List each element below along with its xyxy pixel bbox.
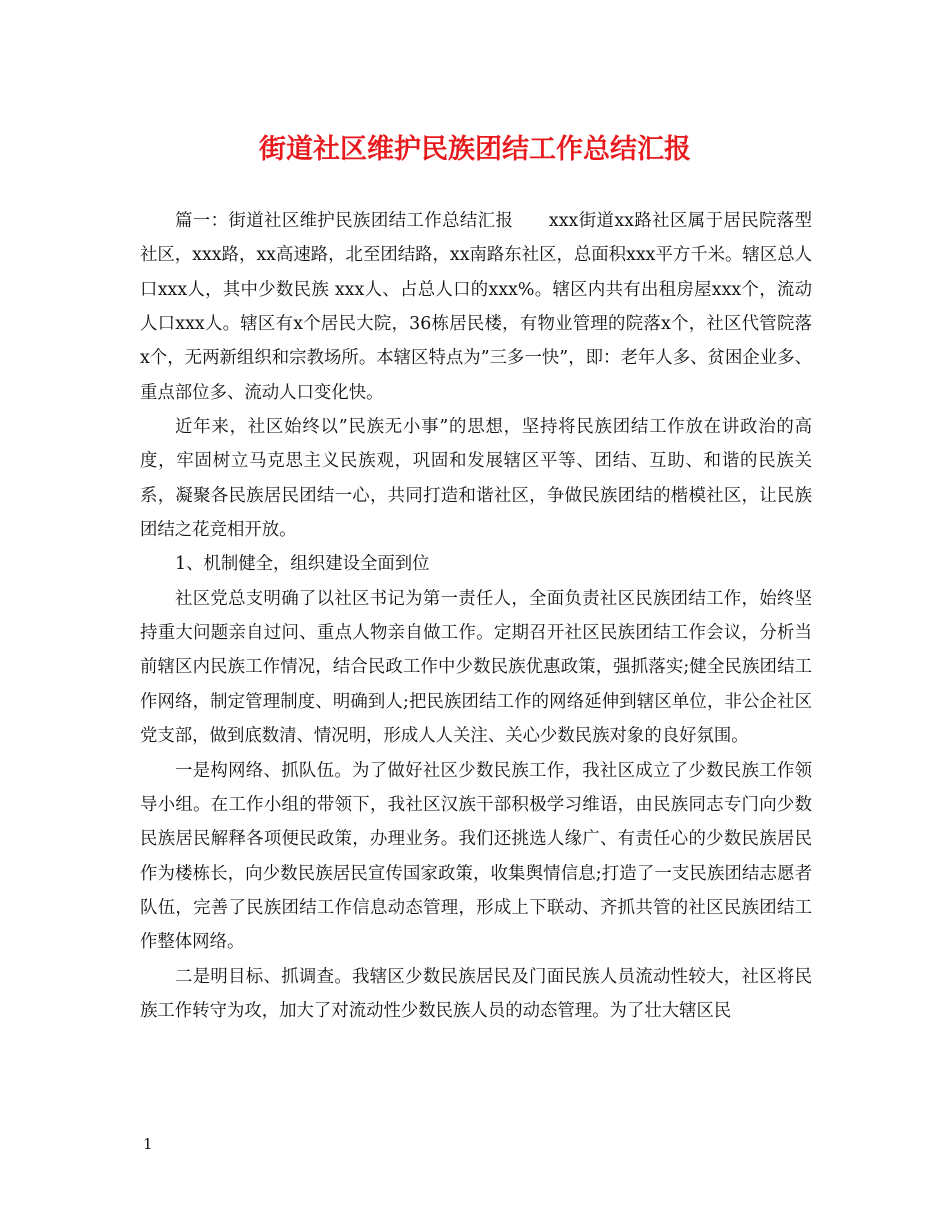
- page-number: 1: [143, 1135, 153, 1153]
- document-title: 街道社区维护民族团结工作总结汇报: [259, 134, 691, 165]
- paragraph-overview: 近年来，社区始终以”民族无小事”的思想，坚持将民族团结工作放在讲政治的高度，牢固树立马克思主义民族观，巩固和发展辖区平等、团结、互助、和谐的民族关系，凝聚各民族居民团结一心，共同打造和谐社区，争做民族团结的楷模社区，让民族团结之花竞相开放。: [140, 417, 812, 541]
- paragraph-targets: 二是明目标、抓调查。我辖区少数民族居民及门面民族人员流动性较大，社区将民族工作转守为攻，加大了对流动性少数民族人员的动态管理。为了壮大辖区民: [140, 966, 812, 1021]
- paragraph-mechanism: 社区党总支明确了以社区书记为第一责任人，全面负责社区民族团结工作，始终坚持重大问题亲自过问、重点人物亲自做工作。定期召开社区民族团结工作会议，分析当前辖区内民族工作情况，结合民政工作中少数民族优惠政策，强抓落实;健全民族团结工作网络，制定管理制度、明确到人;把民族团结工作的网络延伸到辖区单位，非公企社区党支部，做到底数清、情况明，形成人人关注、关心少数民族对象的良好氛围。: [140, 588, 812, 747]
- paragraph-intro: 篇一：街道社区维护民族团结工作总结汇报 xxx街道xx路社区属于居民院落型社区，xxx路，xx高速路，北至团结路，xx南路东社区，总面积xxx平方千米。辖区总人口xxx人，其中少数民族 xxx人、占总人口的xxx%。辖区内共有出租房屋xxx个，流动人口xxx人。辖区有x个居民大院，36栋居民楼，有物业管理的院落x个，社区代管院落 x个，无两新组织和宗教场所。本辖区特点为”三多一快”，即：老年人多、贫困企业多、重点部位多、流动人口变化快。: [140, 211, 812, 403]
- paragraph-network: 一是构网络、抓队伍。为了做好社区少数民族工作，我社区成立了少数民族工作领导小组。在工作小组的带领下，我社区汉族干部积极学习维语，由民族同志专门向少数民族居民解释各项便民政策，办理业务。我们还挑选人缘广、有责任心的少数民族居民作为楼栋长，向少数民族居民宣传国家政策，收集舆情信息;打造了一支民族团结志愿者队伍，完善了民族团结工作信息动态管理，形成上下联动、齐抓共管的社区民族团结工作整体网络。: [140, 760, 812, 953]
- section-heading-mechanism: 1、机制健全，组织建设全面到位: [175, 554, 430, 575]
- document-body: [140, 204, 812, 1028]
